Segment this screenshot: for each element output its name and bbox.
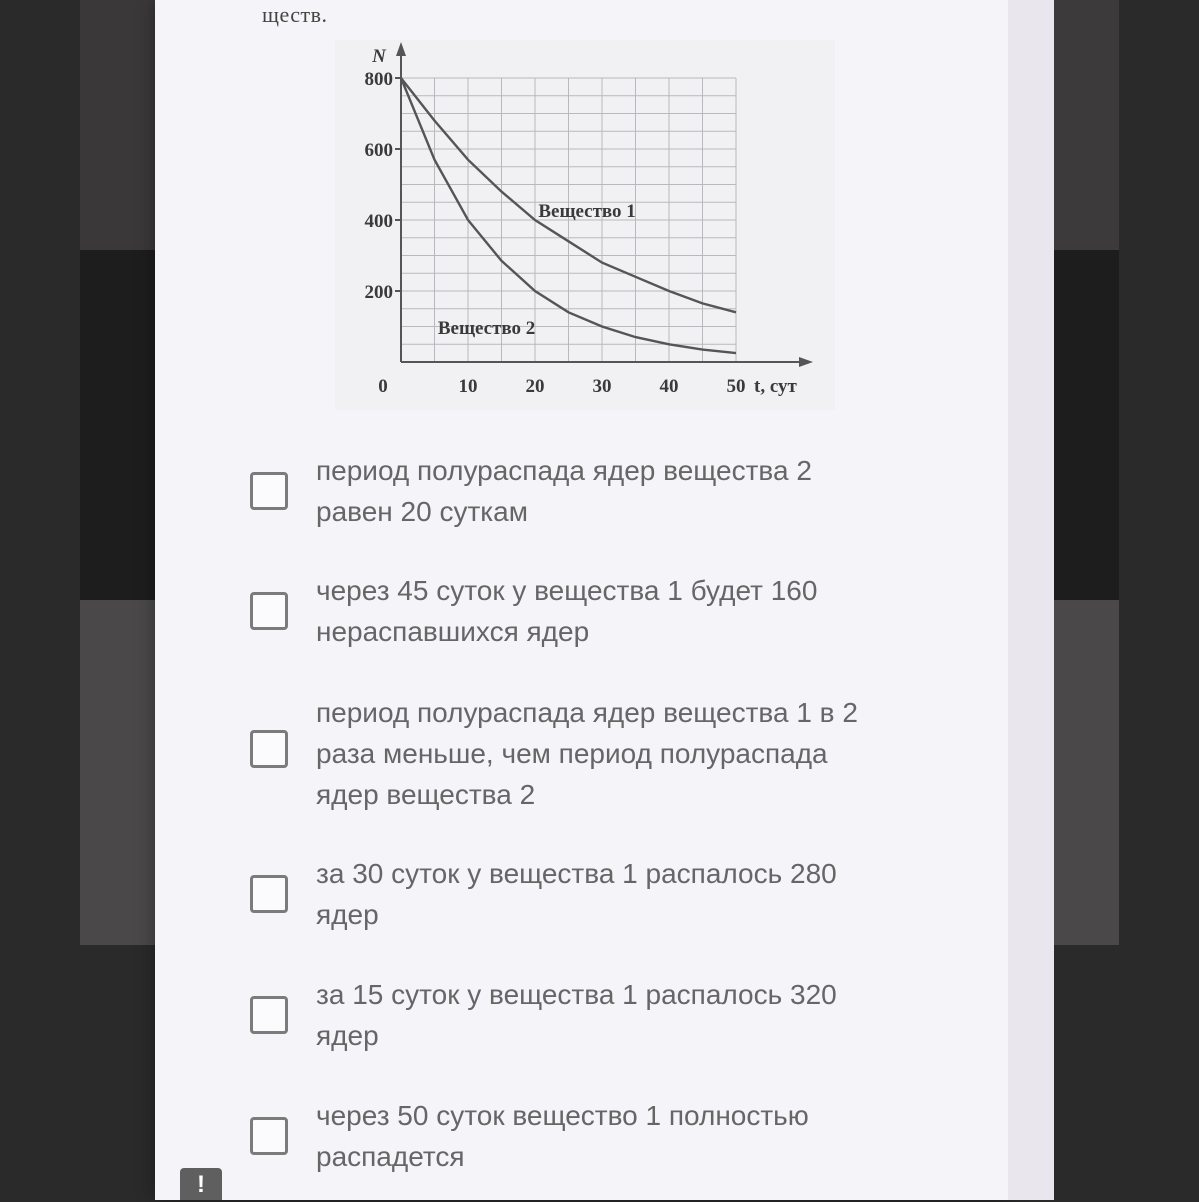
- checkbox[interactable]: [250, 996, 288, 1034]
- answer-option[interactable]: [250, 853, 950, 935]
- x-axis-label: t, сут: [754, 376, 797, 397]
- option-label: за 15 суток у вещества 1 распалось 320 ядер: [316, 979, 837, 1051]
- decay-chart: [335, 40, 835, 410]
- option-label: через 45 суток у вещества 1 будет 160 нераспавшихся ядер: [316, 575, 818, 647]
- x-tick-label: 50: [726, 376, 746, 397]
- option-label: через 50 суток вещество 1 полностью распадется: [316, 1100, 809, 1172]
- answer-option[interactable]: [250, 974, 950, 1056]
- y-tick-label: 200: [364, 282, 393, 303]
- series-label: Вещество 1: [538, 201, 636, 222]
- x-tick-label: 10: [458, 376, 478, 397]
- origin-label: 0: [378, 376, 388, 397]
- y-tick-label: 800: [364, 69, 393, 90]
- y-tick-label: 400: [364, 211, 393, 232]
- checkbox[interactable]: [250, 592, 288, 630]
- series-label: Вещество 2: [437, 318, 536, 339]
- y-axis-label: N: [372, 46, 386, 67]
- x-tick-label: 40: [659, 376, 679, 397]
- checkbox[interactable]: [250, 730, 288, 768]
- answer-option[interactable]: [250, 450, 950, 532]
- alert-button[interactable]: !: [180, 1168, 222, 1200]
- checkbox[interactable]: [250, 875, 288, 913]
- checkbox[interactable]: [250, 1117, 288, 1155]
- answer-option[interactable]: [250, 570, 950, 652]
- y-tick-label: 600: [364, 140, 393, 161]
- x-tick-label: 20: [525, 376, 545, 397]
- option-label: период полураспада ядер вещества 1 в 2 раза меньше, чем период полураспада ядер вещества 2: [316, 697, 858, 810]
- question-intro-fragment: ществ.: [262, 2, 328, 27]
- answer-option[interactable]: [250, 1095, 950, 1177]
- answer-option[interactable]: [250, 692, 950, 815]
- x-tick-label: 30: [592, 376, 612, 397]
- decay-chart-svg: [335, 40, 835, 410]
- option-label: за 30 суток у вещества 1 распалось 280 ядер: [316, 858, 837, 930]
- option-label: период полураспада ядер вещества 2 равен 20 суткам: [316, 455, 812, 527]
- card-edge: [1008, 0, 1054, 1200]
- checkbox[interactable]: [250, 472, 288, 510]
